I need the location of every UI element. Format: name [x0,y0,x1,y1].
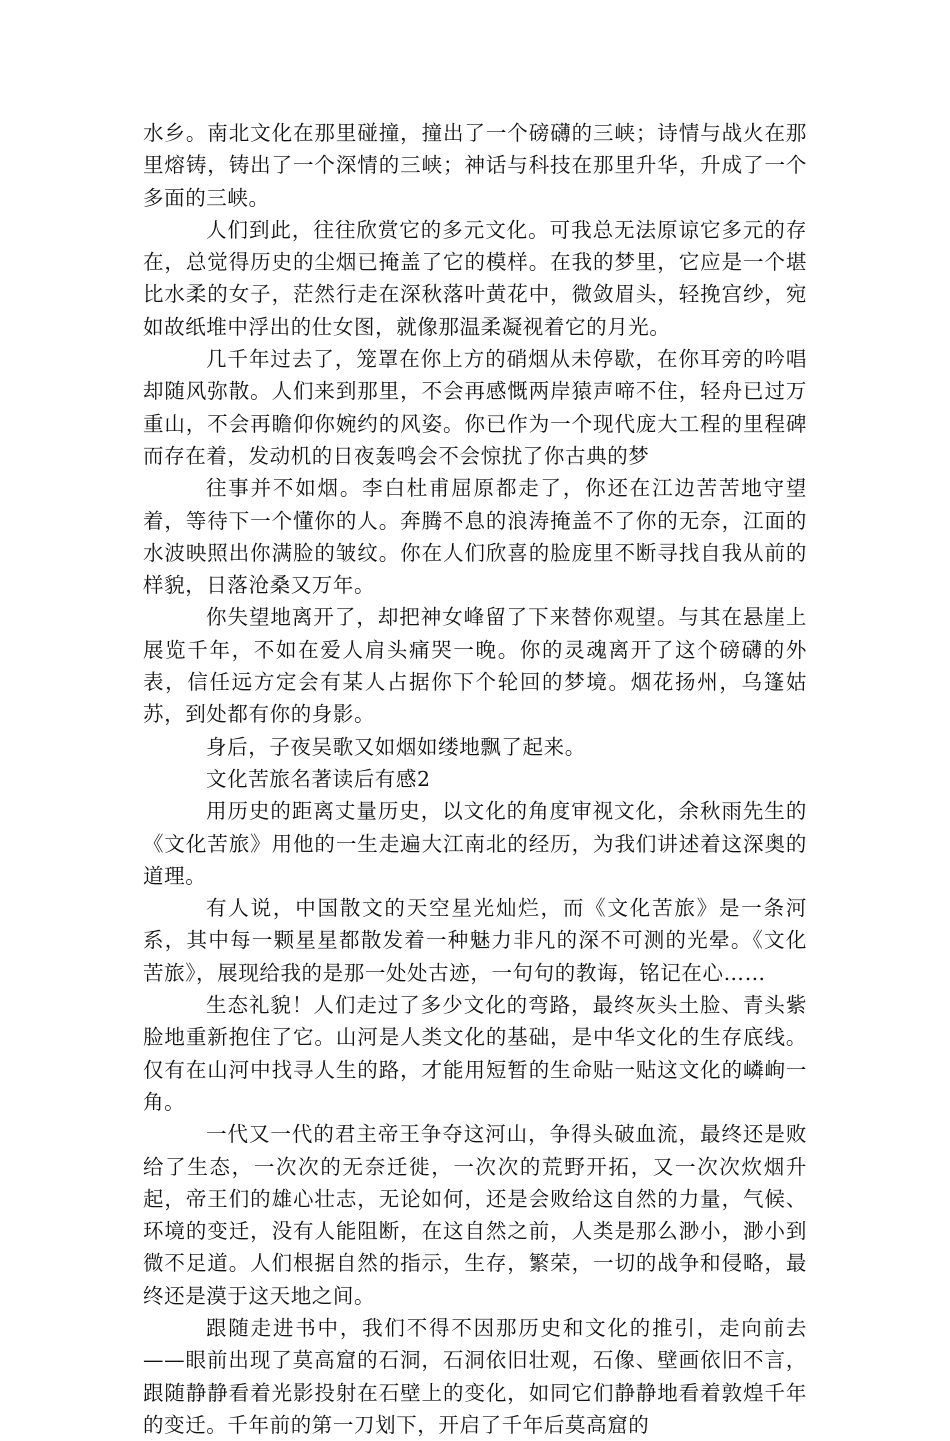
section-heading: 文化苦旅名著读后有感2 [206,766,431,791]
paragraph-4: 往事并不如烟。李白杜甫屈原都走了，你还在江边苦苦地守望着，等待下一个懂你的人。奔腾不息的浪涛掩盖不了你的无奈，江面的水波映照出你满脸的皱纹。你在人们欣喜的脸庞里不断寻找自我从前的样貌，日落沧桑又万年。 [143,476,807,598]
paragraph-5: 你失望地离开了，却把神女峰留了下来替你观望。与其在悬崖上展览千年，不如在爱人肩头痛哭一晚。你的灵魂离开了这个磅礴的外表，信任远方定会有某人占据你下个轮回的梦境。烟花扬州，乌篷姑苏，到处都有你的身影。 [143,605,807,727]
paragraph-9: 生态礼貌！人们走过了多少文化的弯路，最终灰头土脸、青头紫脸地重新抱住了它。山河是人类文化的基础，是中华文化的生存底线。仅有在山河中找寻人生的路，才能用短暂的生命贴一贴这文化的嶙峋一角。 [143,993,807,1114]
paragraph-3: 几千年过去了，笼罩在你上方的硝烟从未停歇，在你耳旁的吟唱却随风弥散。人们来到那里，不会再感慨两岸猿声啼不住，轻舟已过万重山，不会再瞻仰你婉约的风姿。你已作为一个现代庞大工程的里程碑而存在着，发动机的日夜轰鸣会不会惊扰了你古典的梦 [143,347,807,468]
document-page [143,117,807,1441]
paragraph-11: 跟随走进书中，我们不得不因那历史和文化的推引，走向前去——眼前出现了莫高窟的石洞，石洞依旧壮观，石像、壁画依旧不言，跟随静静看着光影投射在石壁上的变化，如同它们静静地看着敦煌千年的变迁。千年前的第一刀划下，开启了千年后莫高窟的 [143,1315,807,1437]
paragraph-1: 水乡。南北文化在那里碰撞，撞出了一个磅礴的三峡；诗情与战火在那里熔铸，铸出了一个深情的三峡；神话与科技在那里升华，升成了一个多面的三峡。 [143,121,807,210]
paragraph-2: 人们到此，往往欣赏它的多元文化。可我总无法原谅它多元的存在，总觉得历史的尘烟已掩盖了它的模样。在我的梦里，它应是一个堪比水柔的女子，茫然行走在深秋落叶黄花中，微敛眉头，轻挽宫纱，宛如故纸堆中浮出的仕女图，就像那温柔凝视着它的月光。 [143,217,807,339]
paragraph-6: 身后，子夜吴歌又如烟如缕地飘了起来。 [206,734,586,759]
paragraph-10: 一代又一代的君主帝王争夺这河山，争得头破血流，最终还是败给了生态，一次次的无奈迁徙，一次次的荒野开拓，又一次次炊烟升起，帝王们的雄心壮志，无论如何，还是会败给这自然的力量，气候、环境的变迁，没有人能阻断，在这自然之前，人类是那么渺小，渺小到微不足道。人们根据自然的指示，生存，繁荣，一切的战争和侵略，最终还是漠于这天地之间。 [143,1122,807,1308]
paragraph-8: 有人说，中国散文的天空星光灿烂，而《文化苦旅》是一条河系，其中每一颗星星都散发着一种魅力非凡的深不可测的光晕。《文化苦旅》，展现给我的是那一处处古迹，一句句的教诲，铭记在心…… [143,896,807,985]
paragraph-7: 用历史的距离丈量历史，以文化的角度审视文化，余秋雨先生的《文化苦旅》用他的一生走遍大江南北的经历，为我们讲述着这深奥的道理。 [143,799,807,888]
